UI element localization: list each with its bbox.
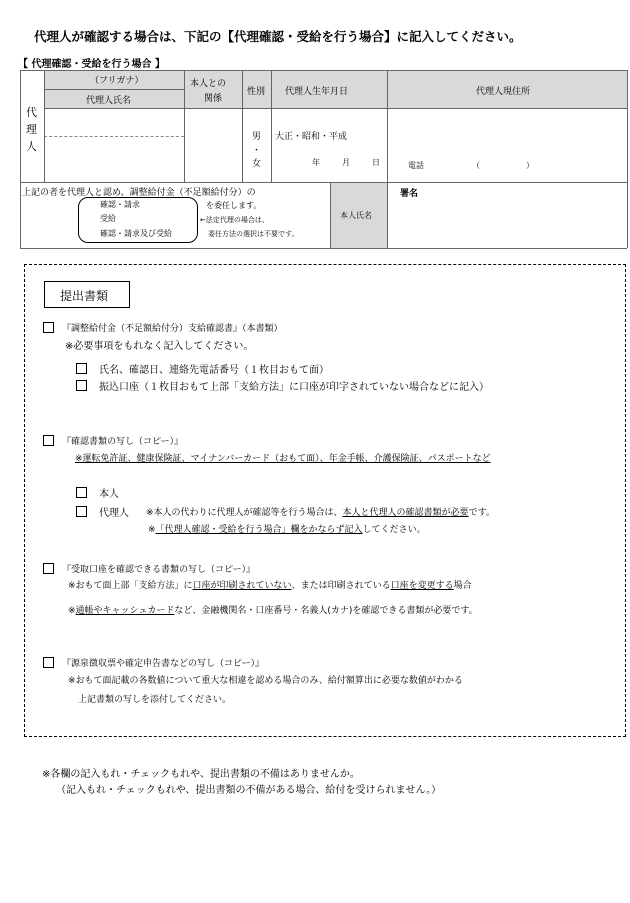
side-label-3: 人 xyxy=(26,140,37,153)
item1-sub2: 振込口座（１枚目おもて上部「支給方法」に口座が印字されていない場合などに記入） xyxy=(99,382,489,393)
item4-note1: ※おもて面記載の各数値について重大な相違を認める場合のみ、給付額算出に必要な数値がわかる xyxy=(68,676,463,686)
item2-note: ※運転免許証、健康保険証、マイナンバーカード（おもて面）、年金手帳、介護保険証、パスポートなど xyxy=(75,454,491,464)
legal-note-1: ←法定代理の場合は、 xyxy=(200,216,269,224)
side-label-1: 代 xyxy=(26,106,37,119)
item2-checkbox[interactable] xyxy=(43,435,54,446)
item2-sub2: 代理人 xyxy=(99,508,129,519)
footer-line1: ※各欄の記入もれ・チェックもれや、提出書類の不備はありませんか。 xyxy=(42,769,360,780)
gender-label: 性別 xyxy=(247,87,266,97)
era-options[interactable]: 大正・昭和・平成 xyxy=(275,132,348,142)
item4-note2: 上記書類の写しを添付してください。 xyxy=(78,695,232,705)
phone-label: 電話 xyxy=(408,161,424,170)
item1-note: ※必要事項をもれなく記入してください。 xyxy=(65,341,254,352)
furigana-label: （フリガナ） xyxy=(90,76,144,86)
page-header: 代理人が確認する場合は、下記の【代理確認・受給を行う場合】に記入してください。 xyxy=(34,29,522,44)
item1-sub1: 氏名、確認日、連絡先電話番号（１枚目おもて面） xyxy=(99,365,329,376)
item4-title: 『源泉徴収票や確定申告書などの写し（コピー）』 xyxy=(62,659,265,669)
option-confirm-claim-receive[interactable]: 確認・請求及び受給 xyxy=(100,229,172,238)
item3-note2: ※通帳やキャッシュカードなど、金融機関名・口座番号・名義人(カナ)を確認できる書類が必要です。 xyxy=(68,606,478,616)
item2-sub2-note: ※本人の代わりに代理人が確認等を行う場合は、本人と代理人の確認書類が必要です。 xyxy=(146,508,495,518)
item2-title: 『確認書類の写し（コピー）』 xyxy=(62,437,184,447)
agent-name-label: 代理人氏名 xyxy=(86,96,132,106)
address-label: 代理人現住所 xyxy=(476,87,531,97)
item1-title: 『調整給付金（不足額給付分）支給確認書』（本書類） xyxy=(62,324,283,334)
item4-checkbox[interactable] xyxy=(43,657,54,668)
item3-checkbox[interactable] xyxy=(43,563,54,574)
footer-line2: （記入もれ・チェックもれや、提出書類の不備がある場合、給付を受けられません。） xyxy=(56,785,442,796)
item1-checkbox[interactable] xyxy=(43,322,54,333)
item3-title: 『受取口座を確認できる書類の写し（コピー）』 xyxy=(62,565,256,575)
item1-sub2-checkbox[interactable] xyxy=(76,380,87,391)
gender-separator: ・ xyxy=(252,146,262,156)
birth-label: 代理人生年月日 xyxy=(285,87,349,97)
month-label: 月 xyxy=(342,158,350,167)
phone-paren-close: ） xyxy=(526,161,534,170)
item1-sub1-checkbox[interactable] xyxy=(76,363,87,374)
female-option[interactable]: 女 xyxy=(252,159,262,169)
item3-note1: ※おもて面上部「支給方法」に口座が印刷されていない、または印刷されている口座を変更する場合 xyxy=(68,581,472,591)
option-confirm-claim[interactable]: 確認・請求 xyxy=(100,200,140,209)
principal-name-label: 本人氏名 xyxy=(340,211,372,220)
side-label-2: 理 xyxy=(26,123,37,136)
documents-title: 提出書類 xyxy=(60,289,109,303)
phone-paren-open: （ xyxy=(472,161,480,170)
delegate-text: を委任します。 xyxy=(206,201,262,210)
option-receive[interactable]: 受給 xyxy=(100,214,116,223)
relation-label-1: 本人との xyxy=(190,79,227,89)
day-label: 日 xyxy=(372,158,380,167)
item2-sub1-checkbox[interactable] xyxy=(76,487,87,498)
item2-sub2-note2: ※「代理人確認・受給を行う場合」欄をかならず記入してください。 xyxy=(148,525,426,535)
year-label: 年 xyxy=(312,158,320,167)
delegation-text: 上記の者を代理人と認め、調整給付金（不足額給付分）の xyxy=(22,188,256,198)
legal-note-2: 委任方法の選択は不要です。 xyxy=(208,230,299,238)
male-option[interactable]: 男 xyxy=(252,132,262,142)
item2-sub1: 本人 xyxy=(99,489,119,500)
section-title: 【 代理確認・受給を行う場合 】 xyxy=(18,59,165,70)
signature-label: 署名 xyxy=(400,189,419,199)
item2-sub2-checkbox[interactable] xyxy=(76,506,87,517)
relation-label-2: 関係 xyxy=(204,94,223,104)
